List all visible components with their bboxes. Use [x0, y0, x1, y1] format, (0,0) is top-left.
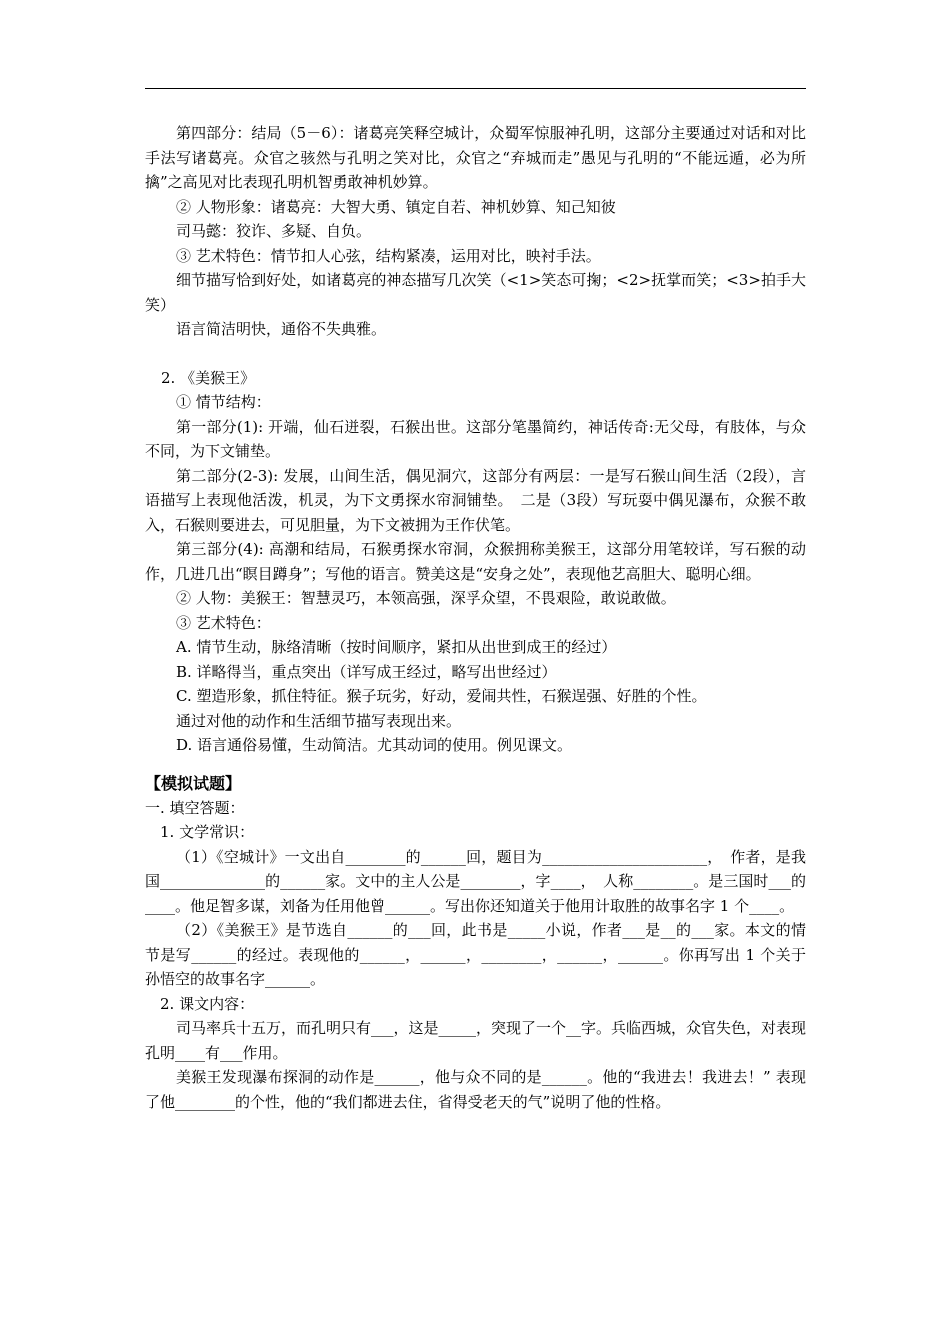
paragraph: 第四部分：结局（5－6）：诸葛亮笑释空城计，众蜀军惊服神孔明，这部分主要通过对话和对比手法写诸葛亮。众官之骇然与孔明之笑对比，众官之“弃城而走”愚见与孔明的“不能远遁，必为所擒”之高见对比表现孔明机智勇敢神机妙算。 [145, 124, 806, 191]
document-body [145, 121, 806, 1114]
paragraph: 司马懿：狡诈、多疑、自负。 [176, 222, 372, 240]
section-title: 2. 《美猴王》 [161, 368, 256, 387]
question-text: 司马率兵十五万，而孔明只有___，这是_____，突现了一个__字。兵临西城，众官失色，对表现孔明____有___作用。 [145, 1019, 807, 1062]
paragraph: ② 人物：美猴王：智慧灵巧，本领高强，深孚众望，不畏艰险，敢说敢做。 [176, 589, 676, 607]
paragraph: 第三部分(4): 高潮和结局，石猴勇探水帘洞，众猴拥称美猴王，这部分用笔较详，写石猴的动作，几进几出“瞑目蹲身”；写他的语言。赞美这是“安身之处”，表现他艺高胆大、聪明心细。 [145, 540, 806, 583]
paragraph: ② 人物形象：诸葛亮：大智大勇、镇定自若、神机妙算、知己知彼 [176, 197, 616, 216]
question-text: （2）《美猴王》是节选自______的___回，此书是_____小说，作者___是__的___家。本文的情节是写______的经过。表现他的______，______，________，______，______。你再写出 1 个关于孙悟空的故事名字______。 [145, 921, 806, 988]
paragraph: B. 详略得当，重点突出（详写成王经过，略写出世经过） [176, 662, 557, 681]
paragraph: ③ 艺术特色： [176, 613, 271, 632]
paragraph: 第二部分(2-3): 发展，山间生活，偶见洞穴，这部分有两层：一是写石猴山间生活（2段），言语描写上表现他活泼，机灵，为下文勇探水帘洞铺垫。 二是（3段）写玩耍中偶见瀑布，众猴不敢入，石猴则要进去，可见胆量，为下文被拥为王作伏笔。 [145, 466, 806, 534]
paragraph: 语言简洁明快，通俗不失典雅。 [176, 320, 387, 338]
paragraph: 通过对他的动作和生活细节描写表现出来。 [176, 711, 462, 730]
question-title: 1. 文学常识： [160, 823, 255, 841]
paragraph: C. 塑造形象，抓住特征。猴子玩劣，好动，爱闹共性，石猴逞强、好胜的个性。 [176, 687, 707, 705]
paragraph: A. 情节生动，脉络清晰（按时间顺序，紧扣从出世到成王的经过） [176, 638, 617, 656]
paragraph: 第一部分(1): 开端，仙石迸裂，石猴出世。这部分笔墨简约，神话传奇:无父母，有肢体，与众不同，为下文铺垫。 [145, 417, 806, 460]
spacer [145, 342, 806, 366]
paragraph: 细节描写恰到好处，如诸葛亮的神态描写几次笑（<1>笑态可掬；<2>抚掌而笑；<3>拍手大笑） [145, 271, 806, 314]
header-rule [145, 88, 806, 89]
spacer [145, 758, 806, 771]
section-title: 一. 填空答题： [145, 798, 245, 817]
paragraph: D. 语言通俗易懂，生动简洁。尤其动词的使用。例见课文。 [176, 736, 573, 754]
question-title: 2. 课文内容： [160, 994, 255, 1013]
paragraph: ③ 艺术特色：情节扣人心弦，结构紧凑，运用对比，映衬手法。 [176, 246, 601, 265]
question-text: 美猴王发现瀑布探洞的动作是______，他与众不同的是______。他的“我进去！我进去！” 表现了他________的个性，他的“我们都进去住，省得受老天的气”说明了他的性格。 [145, 1068, 806, 1111]
paragraph: ① 情节结构： [176, 393, 271, 411]
exam-heading: 【模拟试题】 [145, 773, 242, 793]
question-text: （1）《空城计》一文出自________的______回，题目为______________________， 作者，是我国______________的______家。文中的主人公是________，字____， 人称________。是三国时___的____。他足智多谋，刘备为任用他曾______。写出你还知道关于他用计取胜的故事名字 1 个____。 [145, 847, 806, 915]
